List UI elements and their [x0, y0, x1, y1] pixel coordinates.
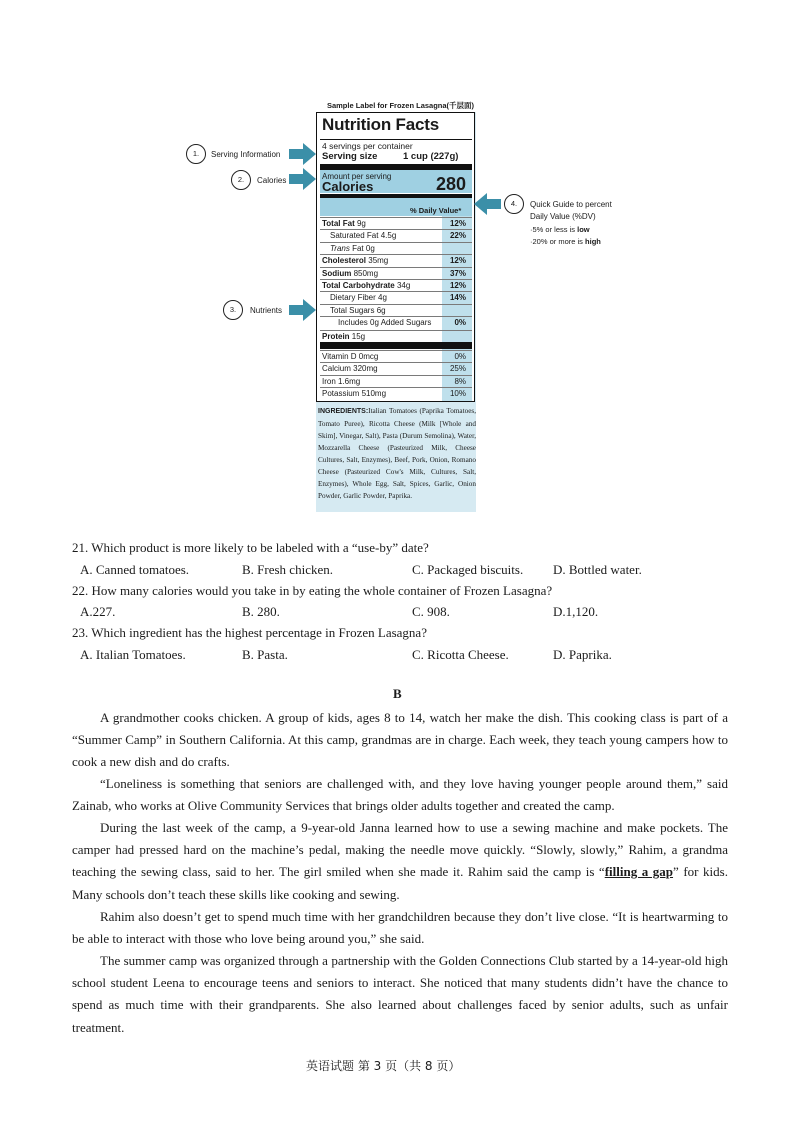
nutrient-name: Total Fat — [322, 219, 355, 228]
thick-divider — [320, 164, 472, 170]
vitamin-row — [320, 350, 472, 362]
callout-quick-guide-line1: Quick Guide to percent — [530, 200, 612, 209]
question-22: 22. How many calories would you take in by eating the whole container of Frozen Lasagna? — [72, 583, 553, 598]
arrow-right-icon — [289, 168, 317, 190]
calories-value: 280 — [436, 174, 467, 194]
nutrient-dv: 0% — [454, 318, 466, 328]
vitamin-row — [320, 362, 472, 374]
vitamin-name: Iron 1.6mg — [322, 376, 361, 386]
nutrient-row-total-fat — [320, 217, 472, 229]
option-c: C. Packaged biscuits. — [412, 562, 524, 577]
nutrient-amount: 4g — [375, 293, 387, 303]
nutrient-amount: 15g — [349, 331, 366, 341]
section-heading: B — [393, 686, 402, 701]
callout-nutrients: Nutrients — [250, 306, 283, 315]
figure-caption: Sample Label for Frozen Lasagna(千层面) — [326, 101, 475, 110]
nutrient-amount: 9g — [354, 219, 366, 228]
amount-per-serving: Amount per serving — [322, 172, 392, 181]
serving-size-value: 1 cup (227g) — [403, 151, 459, 162]
nutrient-dv: 12% — [449, 281, 466, 290]
nutrient-dv: 22% — [449, 231, 466, 241]
nutrition-facts-title: Nutrition Facts — [322, 115, 439, 134]
vitamin-name: Calcium 320mg — [322, 364, 378, 374]
nutrient-dv: 12% — [449, 219, 466, 228]
vitamin-dv: 10% — [449, 389, 466, 399]
vitamin-row — [320, 387, 472, 399]
nutrient-amount: 4.5g — [378, 231, 397, 241]
nutrient-name: Sodium — [322, 268, 352, 278]
option-d: D. Paprika. — [553, 647, 612, 662]
servings-per-container: 4 servings per container — [322, 141, 413, 151]
nutrient-name: Saturated Fat — [330, 231, 379, 241]
callout-serving-information: Serving Information — [211, 150, 281, 159]
nutrient-row-added-sugars — [320, 316, 472, 328]
nutrient-row-trans-fat — [320, 242, 472, 254]
paragraph-5: The summer camp was organized through a partnership with the Golden Connections Club started by a 14-year-old high school student Leena to encourage teens and seniors to interact. She noticed that many students didn’t have the chance to spend as much time with their grandparents. She also learned about challenges faced by senior adults, such as unfair treatment. — [72, 953, 728, 1035]
nutrient-amount: 35mg — [366, 256, 389, 266]
nutrient-dv: 14% — [449, 293, 466, 303]
paragraph-2: “Loneliness is something that seniors are challenged with, and they love having younger people around them,” said Zainab, who works at Olive Community Services that brings older adults together and created the camp. — [72, 776, 728, 814]
nutrient-amount: 34g — [394, 281, 411, 290]
vitamin-name: Potassium 510mg — [322, 389, 387, 399]
nutrient-row-dietary-fiber — [320, 291, 472, 303]
paragraph-1: A grandmother cooks chicken. A group of kids, ages 8 to 14, watch her make the dish. This cooking class is part of a “Summer Camp” in Southern California. At this camp, grandmas are in charge. Each week, they teach young campers how to cook a new dish and do crafts. — [72, 710, 728, 770]
calories-label: Calories — [322, 179, 374, 194]
option-d: D.1,120. — [553, 604, 599, 619]
option-c: C. Ricotta Cheese. — [412, 647, 509, 662]
nutrient-name: Total Carbohydrate — [322, 281, 395, 290]
option-b: B. 280. — [242, 604, 280, 619]
nutrient-name: Includes 0g Added Sugars — [338, 318, 432, 328]
arrow-right-icon — [289, 299, 317, 321]
option-c: C. 908. — [412, 604, 450, 619]
callout-quick-guide-high — [530, 237, 601, 246]
ingredients-list — [318, 405, 476, 502]
nutrient-name: Total Sugars — [330, 305, 375, 315]
vitamin-dv: 25% — [449, 364, 466, 374]
option-a: A.227. — [80, 604, 116, 619]
vitamin-name: Vitamin D 0mcg — [322, 352, 379, 361]
option-a: A. Italian Tomatoes. — [80, 647, 186, 662]
paragraph-3-text: During the last week of the camp, a 9-year-old Janna learned how to use a sewing machine and make pockets. The camper had pressed hard on the machine’s pedal, making the needle move quickly. “Slowly, slowly,” Rahim, a grandma teaching the sewing class, said to her. The girl smiled when she made it. Rahim said the camp is “ — [72, 820, 728, 880]
callout-number: 1. — [186, 144, 206, 164]
divider — [320, 139, 472, 140]
option-d: D. Bottled water. — [553, 562, 642, 577]
callout-quick-guide-low — [530, 225, 590, 234]
nutrient-row-total-carbohydrate — [320, 279, 472, 291]
callout-number: 3. — [223, 300, 243, 320]
nutrient-row-cholesterol — [320, 254, 472, 266]
serving-size-label: Serving size — [322, 151, 378, 162]
daily-value-header: % Daily Value* — [410, 206, 462, 215]
paragraph-3 — [72, 817, 728, 906]
paragraph-4: Rahim also doesn’t get to spend much time with her grandchildren because they don’t live close. “It is heartwarming to be able to interact with those who love being around you,” she said. — [72, 909, 728, 947]
guide-low: low — [577, 225, 590, 234]
nutrient-amount: 6g — [374, 305, 386, 315]
vitamin-row — [320, 375, 472, 387]
thick-divider — [320, 194, 472, 198]
nutrient-dv: 12% — [449, 256, 466, 266]
nutrient-row-total-sugars — [320, 304, 472, 316]
guide-high: high — [585, 237, 601, 246]
callout-number: 2. — [231, 170, 251, 190]
callout-calories: Calories — [257, 176, 287, 185]
option-b: B. Pasta. — [242, 647, 288, 662]
option-b: B. Fresh chicken. — [242, 562, 333, 577]
arrow-left-icon — [474, 193, 502, 215]
paragraph-3-text-end: ” for kids. Many schools don’t teach these skills like cooking and sewing. — [72, 864, 728, 902]
nutrient-row-protein — [320, 330, 472, 342]
nutrient-name: Cholesterol — [322, 256, 367, 266]
nutrient-amount: Fat 0g — [349, 243, 375, 253]
nutrient-dv: 37% — [449, 268, 466, 278]
nutrient-name: Protein — [322, 331, 350, 341]
arrow-right-icon — [289, 143, 317, 165]
question-21: 21. Which product is more likely to be labeled with a “use-by” date? — [72, 540, 429, 555]
thick-divider — [320, 342, 472, 349]
vitamin-dv: 0% — [454, 352, 466, 361]
guide-text: ·20% or more is — [530, 237, 586, 246]
page-footer: 英语试题 第 3 页（共 8 页） — [306, 1059, 461, 1073]
ingredients-text: Italian Tomatoes (Paprika Tomatoes, Tomato Puree), Ricotta Cheese (Milk [Whole and Skim], Vinegar, Salt), Pasta (Durum Semolina), Water, Mozzarella Cheese (Pasteurized Milk, Cheese Cultures, Salt, Enzymes), Beef, Pork, Onion, Romano Cheese (Pasteurized Cow's Milk, Cultures, Salt, Enzymes), Whole Egg, Salt, Spices, Garlic, Onion Powder, Garlic Powder, Paprika. — [318, 407, 476, 500]
guide-text: ·5% or less is — [530, 225, 578, 234]
vitamin-dv: 8% — [454, 376, 466, 386]
question-23: 23. Which ingredient has the highest percentage in Frozen Lasagna? — [72, 625, 427, 640]
nutrient-name: Dietary Fiber — [330, 293, 376, 303]
ingredients-label: INGREDIENTS: — [318, 408, 369, 415]
nutrient-amount: 850mg — [351, 268, 379, 278]
nutrient-row-sodium — [320, 267, 472, 279]
callout-quick-guide-line2: Daily Value (%DV) — [530, 212, 596, 221]
option-a: A. Canned tomatoes. — [80, 562, 190, 577]
nutrient-row-saturated-fat — [320, 229, 472, 241]
nutrient-name: Trans — [330, 243, 350, 253]
highlighted-phrase: filling a gap — [604, 864, 674, 880]
callout-number: 4. — [504, 194, 524, 214]
